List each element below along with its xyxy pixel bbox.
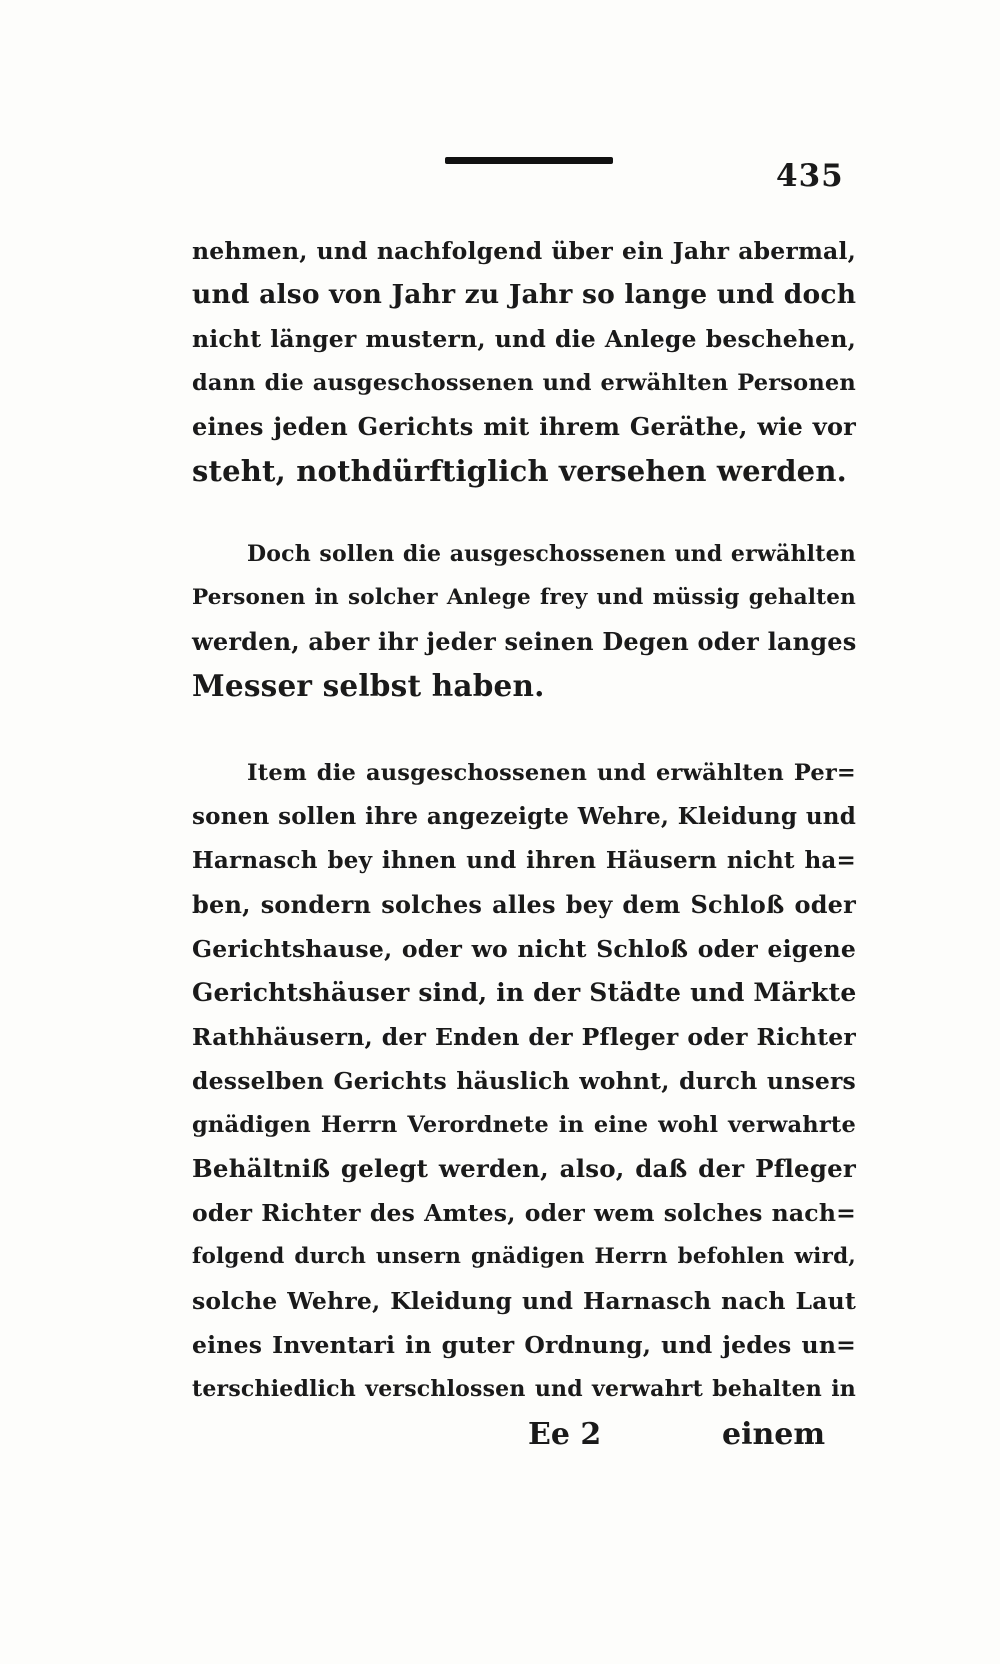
text-line: Rathhäusern, der Enden der Pfleger oder Richter	[192, 1023, 856, 1051]
text-line: nicht länger mustern, und die Anlege beschehen,	[192, 325, 856, 353]
text-line: desselben Gerichts häuslich wohnt, durch unsers	[192, 1067, 856, 1095]
catchword: einem	[722, 1417, 826, 1452]
text-line: terschiedlich verschlossen und verwahrt behalten in	[192, 1376, 856, 1402]
text-line: sonen sollen ihre angezeigte Wehre, Kleidung und	[192, 803, 856, 830]
text-line: eines Inventari in guter Ordnung, und jedes un=	[192, 1331, 856, 1359]
text-line: solche Wehre, Kleidung und Harnasch nach Laut	[192, 1287, 856, 1315]
text-line: eines jeden Gerichts mit ihrem Geräthe, wie vor	[192, 412, 856, 441]
text-line: Gerichtshause, oder wo nicht Schloß oder eigene	[192, 935, 856, 963]
text-line: folgend durch unsern gnädigen Herrn befohlen wird,	[192, 1244, 856, 1269]
text-line: Messer selbst haben.	[192, 668, 545, 703]
text-line: dann die ausgeschossenen und erwählten Personen	[192, 370, 856, 396]
text-line: nehmen, und nachfolgend über ein Jahr abermal,	[192, 237, 856, 265]
text-line: oder Richter des Amtes, oder wem solches nach=	[192, 1199, 856, 1227]
text-line: Harnasch bey ihnen und ihren Häusern nicht ha=	[192, 847, 856, 874]
text-line: gnädigen Herrn Verordnete in eine wohl verwahrte	[192, 1112, 856, 1138]
paragraph-2	[192, 532, 856, 708]
paragraph-1	[192, 229, 856, 493]
text-line: Doch sollen die ausgeschossenen und erwählten	[247, 541, 856, 567]
text-line: Gerichtshäuser sind, in der Städte und Märkte	[192, 978, 857, 1007]
text-line: ben, sondern solches alles bey dem Schloß oder	[192, 890, 856, 919]
signature-mark: Ee 2	[528, 1417, 602, 1452]
text-line: Behältniß gelegt werden, also, daß der Pfleger	[192, 1154, 856, 1183]
text-line: und also von Jahr zu Jahr so lange und doch	[192, 279, 857, 310]
page-number: 435	[776, 158, 844, 194]
text-line: steht, nothdürftiglich versehen werden.	[192, 454, 847, 488]
header-rule	[445, 157, 613, 164]
text-line: Personen in solcher Anlege frey und müssig gehalten	[192, 585, 856, 610]
text-line: werden, aber ihr jeder seinen Degen oder langes	[192, 627, 857, 656]
paragraph-3	[192, 751, 856, 1411]
text-line: Item die ausgeschossenen und erwählten Per=	[247, 760, 856, 786]
